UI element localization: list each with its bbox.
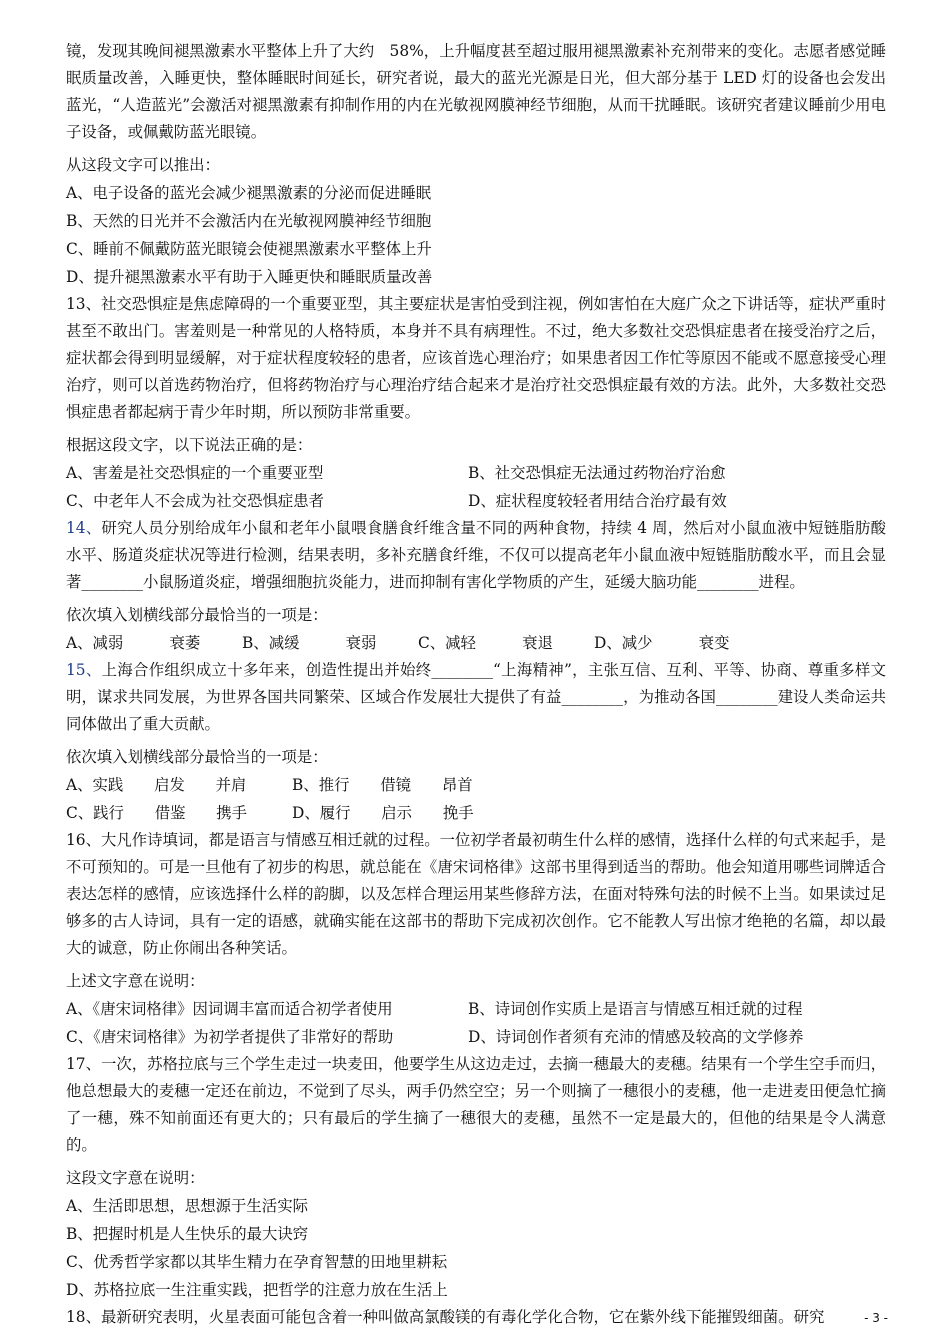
- page-number: - 3 -: [864, 1311, 888, 1325]
- q14-prompt: 依次填入划横线部分最恰当的一项是：: [66, 606, 328, 624]
- q15-option-a: A、实践 启发 并肩: [66, 776, 247, 794]
- q15-options-row2: [66, 799, 886, 827]
- q14-stem: [66, 515, 886, 596]
- q15-number: 15、: [66, 661, 102, 679]
- q14-option-a: A、减弱 衰萎: [66, 634, 201, 652]
- q14-option-c: C、减轻 衰退: [418, 634, 553, 652]
- q16-options-row1: [66, 995, 886, 1023]
- q16-option-a: A、《唐宋词格律》因词调丰富而适合初学者使用: [66, 1000, 393, 1018]
- q14-text: 研究人员分别给成年小鼠和老年小鼠喂食膳食纤维含量不同的两种食物，持续 4 周，然后对小鼠血液中短链脂肪酸水平、肠道炎症状况等进行检测，结果表明，多补充膳食纤维，不仅可以提高老年小鼠血液中短链脂肪酸水平，而且会显著________小鼠肠道炎症，增强细胞抗炎能力，进而抑制有害化学物质的产生，延缓大脑功能________进程。: [66, 519, 887, 591]
- q17-option-c: C、优秀哲学家都以其毕生精力在孕育智慧的田地里耕耘: [66, 1253, 448, 1271]
- q12-option-b: B、天然的日光并不会激活内在光敏视网膜神经节细胞: [66, 212, 432, 230]
- q12-option-c: C、睡前不佩戴防蓝光眼镜会使褪黑激素水平整体上升: [66, 240, 432, 258]
- q14-option-d: D、减少 衰变: [594, 634, 730, 652]
- q18-text: 最新研究表明，火星表面可能包含着一种叫做高氯酸镁的有毒化学化合物，它在紫外线下能摧毁细菌。研究: [100, 1308, 825, 1326]
- q13-options-row2: [66, 487, 886, 515]
- q13-options-row1: [66, 459, 886, 487]
- q15-stem: [66, 657, 886, 738]
- q16-options-row2: [66, 1023, 886, 1051]
- q15-option-c: C、践行 借鉴 携手: [66, 804, 248, 822]
- q13-option-a: A、害羞是社交恐惧症的一个重要亚型: [66, 464, 324, 482]
- q13-stem: [66, 291, 886, 426]
- q16-option-c: C、《唐宋词格律》为初学者提供了非常好的帮助: [66, 1028, 394, 1046]
- q13-number: 13、: [66, 295, 101, 313]
- q16-number: 16、: [66, 831, 101, 849]
- q13-option-d: D、症状程度较轻者用结合治疗最有效: [468, 492, 727, 510]
- q17-option-d: D、苏格拉底一生注重实践，把哲学的注意力放在生活上: [66, 1281, 448, 1299]
- q14-options: [66, 629, 886, 657]
- q13-text: 社交恐惧症是焦虑障碍的一个重要亚型，其主要症状是害怕受到注视，例如害怕在大庭广众之下讲话等，症状严重时甚至不敢出门。害羞则是一种常见的人格特质，本身并不具有病理性。不过，绝大多数社交恐惧症患者在接受治疗之后，症状都会得到明显缓解，对于症状程度较轻的患者，应该首选心理治疗；如果患者因工作忙等原因不能或不愿意接受心理治疗，则可以首选药物治疗，但将药物治疗与心理治疗结合起来才是治疗社交恐惧症最有效的方法。此外，大多数社交恐惧症患者都起病于青少年时期，所以预防非常重要。: [66, 295, 886, 421]
- q12-prompt: 从这段文字可以推出：: [66, 156, 220, 174]
- passage-continued: 镜，发现其晚间褪黑激素水平整体上升了大约 58%，上升幅度甚至超过服用褪黑激素补充剂带来的变化。志愿者感觉睡眠质量改善，入睡更快，整体睡眠时间延长，研究者说，最大的蓝光光源是日光，但大部分基于 LED 灯的设备也会发出蓝光，“人造蓝光”会激活对褪黑激素有抑制作用的内在光敏视网膜神经节细胞，从而干扰睡眠。该研究者建议睡前少用电子设备，或佩戴防蓝光眼镜。: [66, 42, 886, 141]
- q14-option-b: B、减缓 衰弱: [242, 634, 377, 652]
- q15-option-d: D、履行 启示 挽手: [292, 804, 474, 822]
- q16-option-b: B、诗词创作实质上是语言与情感互相迁就的过程: [468, 1000, 803, 1018]
- q14-number: 14、: [66, 519, 102, 537]
- q16-prompt: 上述文字意在说明：: [66, 972, 205, 990]
- q18-number: 18、: [66, 1308, 101, 1326]
- q13-option-c: C、中老年人不会成为社交恐惧症患者: [66, 492, 325, 510]
- q16-text: 大凡作诗填词，都是语言与情感互相迁就的过程。一位初学者最初萌生什么样的感情，选择什么样的句式来起手，是不可预知的。可是一旦他有了初步的构思，就总能在《唐宋词格律》这部书里得到适当的帮助。他会知道用哪些词牌适合表达怎样的感情，应该选择什么样的韵脚，以及怎样合理运用某些修辞方法，在面对特殊句法的时候不上当。如果读过足够多的古人诗词，具有一定的语感，就确实能在这部书的帮助下完成初次创作。它不能教人写出惊才绝艳的名篇，却以最大的诚意，防止你闹出各种笑话。: [66, 831, 886, 957]
- q15-options-row1: [66, 771, 886, 799]
- q18-stem: [66, 1304, 886, 1331]
- q15-prompt: 依次填入划横线部分最恰当的一项是：: [66, 748, 328, 766]
- q15-text: 上海合作组织成立十多年来，创造性提出并始终________“上海精神”，主张互信、互利、平等、协商、尊重多样文明，谋求共同发展，为世界各国共同繁荣、区域合作发展壮大提供了有益________，为推动各国________建设人类命运共同体做出了重大贡献。: [66, 661, 886, 733]
- q17-text: 一次，苏格拉底与三个学生走过一块麦田，他要学生从这边走过，去摘一穗最大的麦穗。结果有一个学生空手而归，他总想最大的麦穗一定还在前边，不觉到了尽头，两手仍然空空；另一个则摘了一穗很小的麦穗，他一走进麦田便急忙摘了一穗，殊不知前面还有更大的；只有最后的学生摘了一穗很大的麦穗，虽然不一定是最大的，但他的结果是令人满意的。: [66, 1055, 886, 1154]
- q16-stem: [66, 827, 886, 962]
- q17-option-a: A、生活即思想，思想源于生活实际: [66, 1197, 308, 1215]
- document-page: [66, 38, 886, 1331]
- q13-prompt: 根据这段文字，以下说法正确的是：: [66, 436, 313, 454]
- q17-stem: [66, 1051, 886, 1159]
- q15-option-b: B、推行 借镜 昂首: [292, 776, 473, 794]
- q17-option-b: B、把握时机是人生快乐的最大诀窍: [66, 1225, 309, 1243]
- q12-option-d: D、提升褪黑激素水平有助于入睡更快和睡眠质量改善: [66, 268, 433, 286]
- q17-prompt: 这段文字意在说明：: [66, 1169, 205, 1187]
- q13-option-b: B、社交恐惧症无法通过药物治疗治愈: [468, 464, 726, 482]
- q16-option-d: D、诗词创作者须有充沛的情感及较高的文学修养: [468, 1028, 804, 1046]
- q17-number: 17、: [66, 1055, 101, 1073]
- q12-option-a: A、电子设备的蓝光会减少褪黑激素的分泌而促进睡眠: [66, 184, 432, 202]
